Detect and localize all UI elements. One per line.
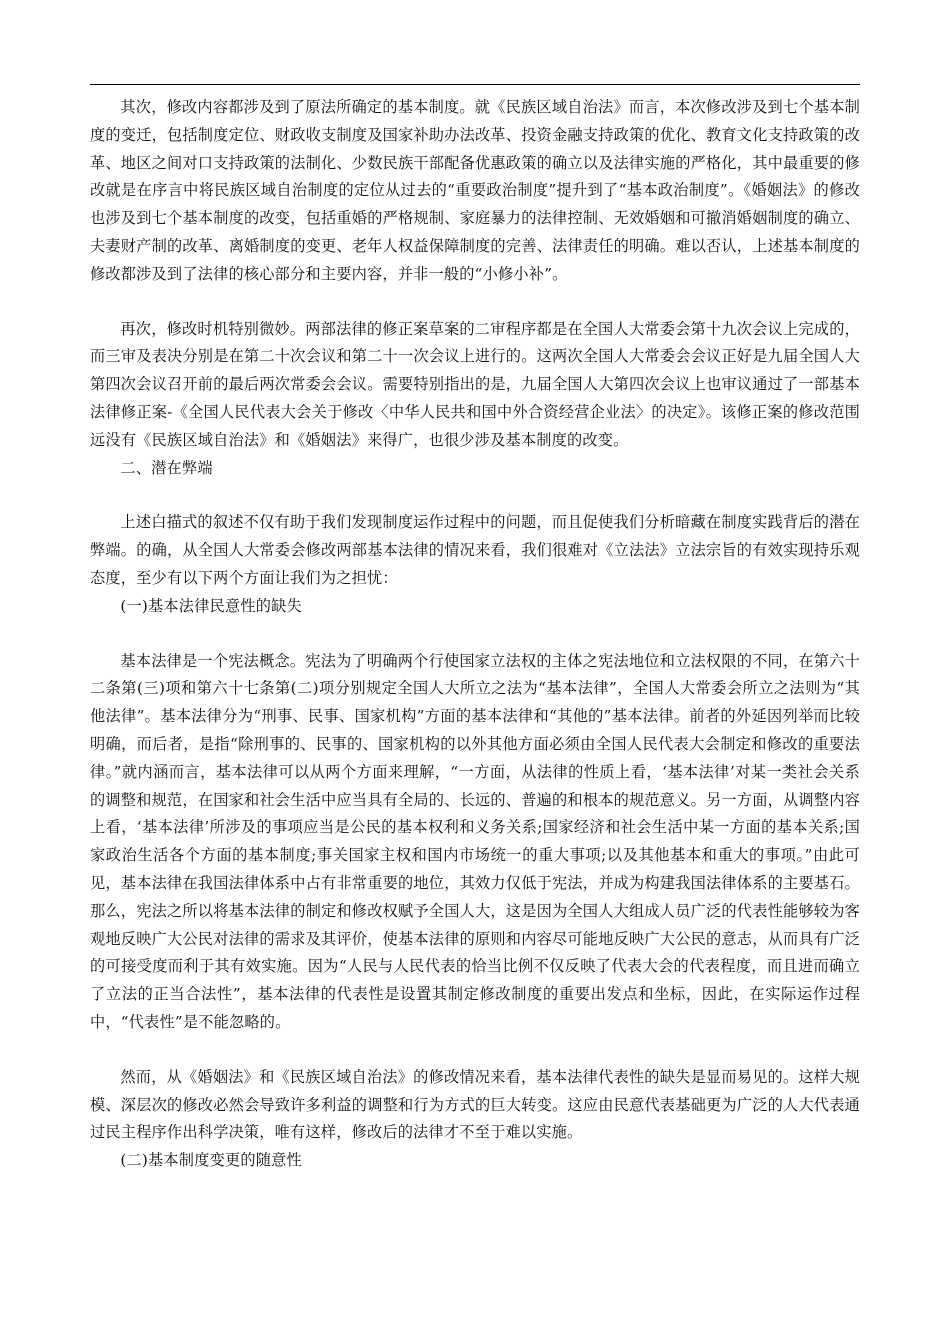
paragraph-drawbacks-intro: 上述白描式的叙述不仅有助于我们发现制度运作过程中的问题，而且促使我们分析暗藏在制度实践背后的潜在弊端。的确，从全国人大常委会修改两部基本法律的情况来看，我们很难对《立法法》立法宗旨的有效实现持乐观态度，至少有以下两个方面让我们为之担忧： [90, 513, 860, 587]
section-heading-potential-drawbacks: 二、潜在弊端 [120, 458, 213, 477]
paragraph-representativeness-missing: 然而，从《婚姻法》和《民族区域自治法》的修改情况来看，基本法律代表性的缺失是显而易见的。这样大规模、深层次的修改必然会导致许多利益的调整和行为方式的巨大转变。这应由民意代表基础更为广泛的人大代表通过民主程序作出科学决策，唯有这样，修改后的法律才不至于难以实施。 [90, 1067, 860, 1142]
paragraph-basic-system-changes: 其次，修改内容都涉及到了原法所确定的基本制度。就《民族区域自治法》而言，本次修改涉及到七个基本制度的变迁，包括制度定位、财政收支制度及国家补助办法改革、投资金融支持政策的优化、教育文化支持政策的改革、地区之间对口支持政策的法制化、少数民族干部配备优惠政策的确立以及法律实施的严格化，其中最重要的修改就是在序言中将民族区域自治制度的定位从过去的“重要政治制度”提升到了“基本政治制度”。《婚姻法》的修改也涉及到七个基本制度的改变，包括重婚的严格规制、家庭暴力的法律控制、无效婚姻和可撤消婚姻制度的确立、夫妻财产制的改革、离婚制度的变更、老年人权益保障制度的完善、法律责任的明确。难以否认，上述基本制度的修改都涉及到了法律的核心部分和主要内容，并非一般的“小修小补”。 [90, 98, 860, 283]
header-rule [90, 84, 860, 85]
paragraph-revision-timing: 再次，修改时机特别微妙。两部法律的修正案草案的二审程序都是在全国人大常委会第十九次会议上完成的，而三审及表决分别是在第二十次会议和第二十一次会议上进行的。这两次全国人大常委会会议正好是九届全国人大第四次会议召开前的最后两次常委会会议。需要特别指出的是，九届全国人大第四次会议上也审议通过了一部基本法律修正案-《全国人民代表大会关于修改〈中华人民共和国中外合资经营企业法〉的决定》。该修正案的修改范围远没有《民族区域自治法》和《婚姻法》来得广，也很少涉及基本制度的改变。 [90, 319, 860, 449]
subheading-arbitrary-system-changes: (二)基本制度变更的随意性 [120, 1151, 302, 1170]
document-body [90, 94, 860, 1175]
subheading-lack-of-representativeness: (一)基本法律民意性的缺失 [120, 596, 302, 615]
paragraph-basic-law-concept: 基本法律是一个宪法概念。宪法为了明确两个行使国家立法权的主体之宪法地位和立法权限的不同，在第六十二条第(三)项和第六十七条第(二)项分别规定全国人大所立之法为“基本法律”，全国人大常委会所立之法则为“其他法律”。基本法律分为“刑事、民事、国家机构”方面的基本法律和“其他的”基本法律。前者的外延因列举而比较明确，而后者，是指“除刑事的、民事的、国家机构的以外其他方面必须由全国人民代表大会制定和修改的重要法律。”就内涵而言，基本法律可以从两个方面来理解，“一方面，从法律的性质上看，‘基本法律’对某一类社会关系的调整和规范，在国家和社会生活中应当具有全局的、长远的、普遍的和根本的规范意义。另一方面，从调整内容上看，‘基本法律’所涉及的事项应当是公民的基本权利和义务关系;国家经济和社会生活中某一方面的基本关系;国家政治生活各个方面的基本制度;事关国家主权和国内市场统一的重大事项;以及其他基本和重大的事项。”由此可见，基本法律在我国法律体系中占有非常重要的地位，其效力仅低于宪法，并成为构建我国法律体系的主要基石。那么，宪法之所以将基本法律的制定和修改权赋予全国人大，这是因为全国人大组成人员广泛的代表性能够较为客观地反映广大公民对法律的需求及其评价，使基本法律的原则和内容尽可能地反映广大公民的意志，从而具有广泛的可接受度而利于其有效实施。因为“人民与人民代表的恰当比例不仅反映了代表大会的代表程度，而且进而确立了立法的正当合法性”，基本法律的代表性是设置其制定修改制度的重要出发点和坐标，因此，在实际运作过程中，“代表性”是不能忽略的。 [90, 651, 860, 1031]
